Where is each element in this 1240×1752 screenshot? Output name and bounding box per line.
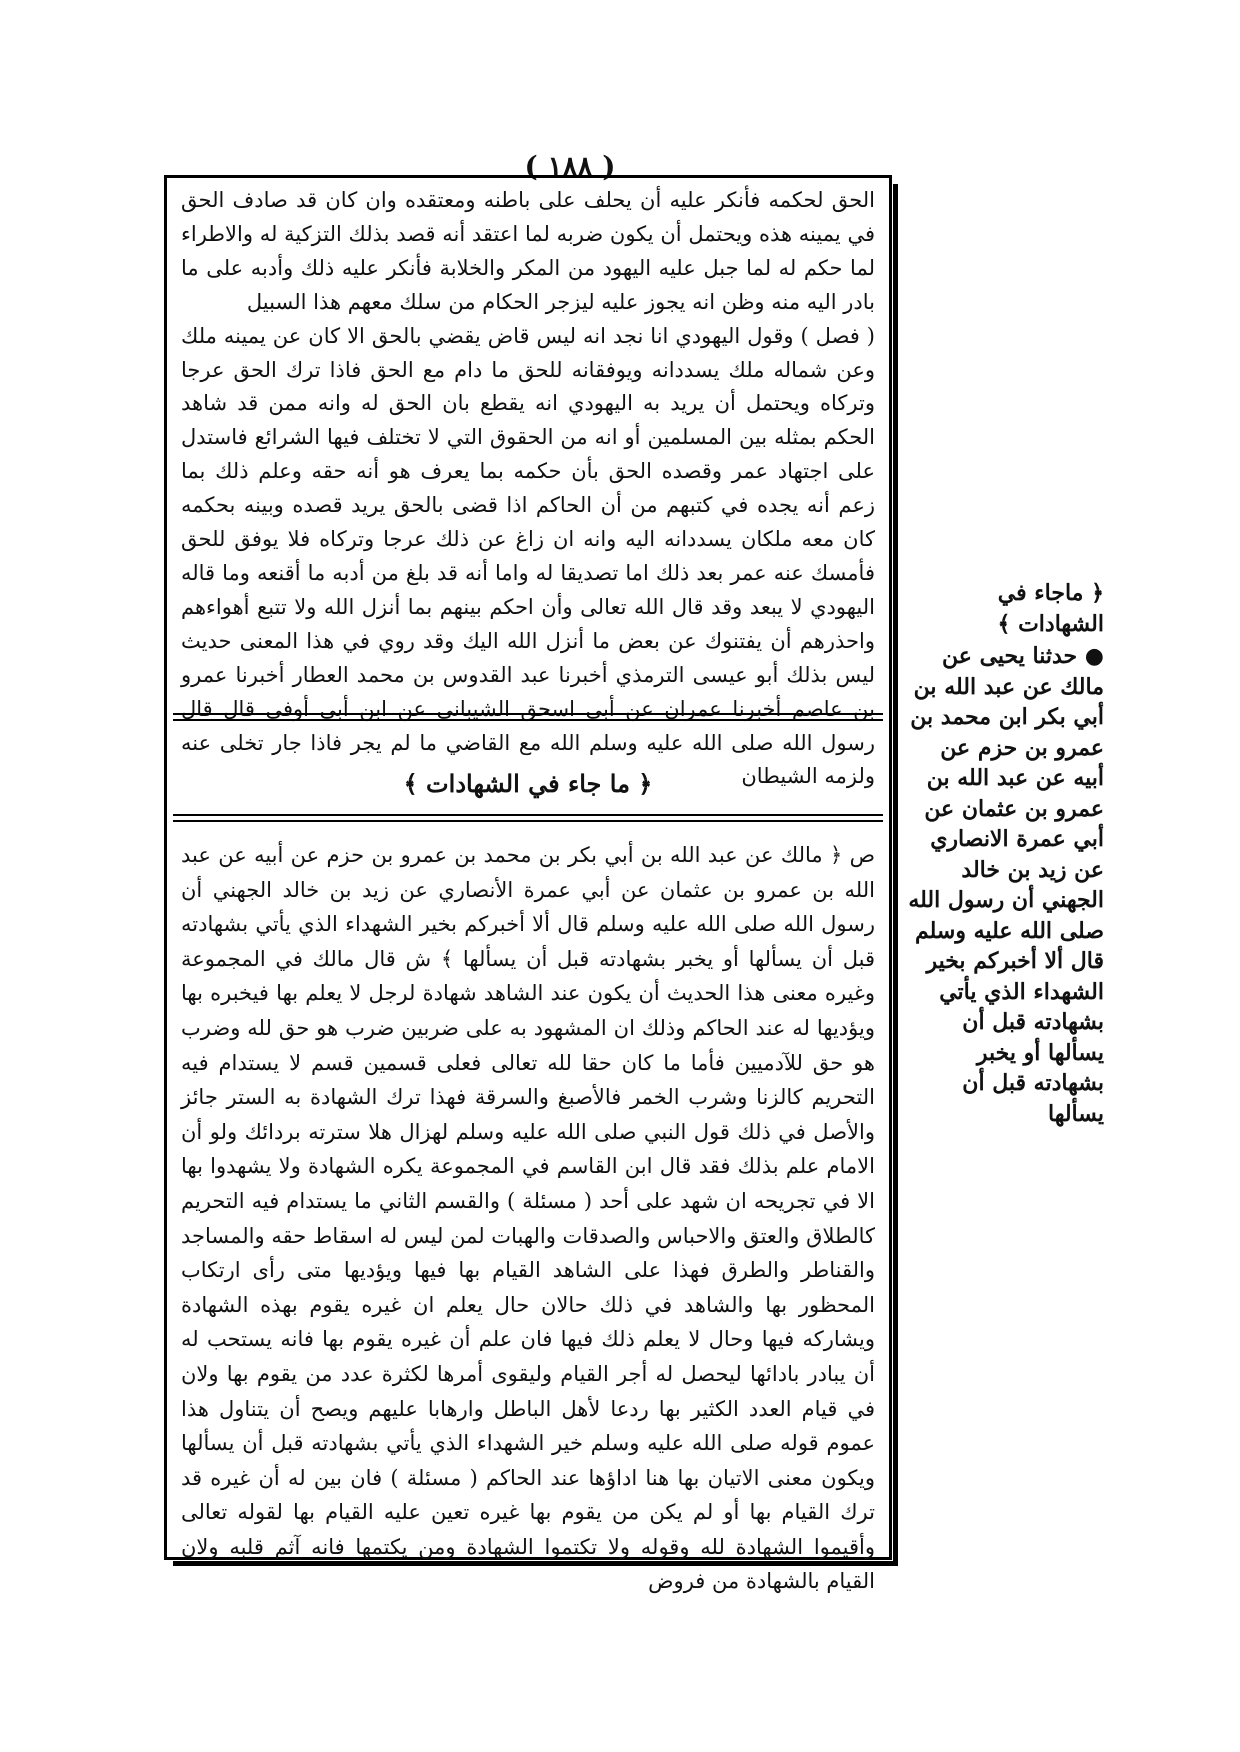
margin-note-title: ﴿ ماجاء في الشهادات ﴾	[997, 580, 1104, 637]
commentary-paragraph: الحق لحكمه فأنكر عليه أن يحلف على باطنه ومعتقده وان كان قد صادف الحق في يمينه هذه ويحتمل أن يكون ضربه لما اعتقد أنه قصد بذلك التزكية له والاطراء لما حكم له لما جبل عليه اليهود من المكر والخلابة فأنكر عليه ذلك وأدبه على ما بادر اليه منه وظن انه يجوز عليه ليزجر الحكام من سلك معهم هذا السبيل	[181, 188, 875, 314]
main-text-frame	[164, 175, 892, 1594]
section-divider-top	[173, 713, 883, 755]
margin-note	[908, 578, 1104, 1129]
margin-note-text: ● حدثنا يحيى عن مالك عن عبد الله بن أبي بكر ابن محمد بن عمرو بن حزم عن أبيه عن عبد الله بن عمرو بن عثمان عن أبي عمرة الانصاري عن زيد بن خالد الجهني أن رسول الله صلى الله عليه وسلم قال ألا أخبركم بخير الشهداء الذي يأتي بشهادته قبل أن يسألها أو يخبر بشهادته قبل أن يسألها	[908, 643, 1104, 1127]
commentary-paragraph: ( فصل ) وقول اليهودي انا نجد انه ليس قاض يقضي بالحق الا كان عن يمينه ملك وعن شماله ملك يسددانه ويوفقانه للحق ما دام مع الحق فاذا ترك الحق عرجا وتركاه ويحتمل أن يريد به اليهودي انه يقطع بان الحق له وانه ممن قد شاهد الحكم بمثله بين المسلمين أو انه من الحقوق التي لا تختلف فيها الشرائع فاستدل على اجتهاد عمر وقصده الحق بأن حكمه بما يعرف هو أنه حقه وعلم ذلك بما زعم أنه يجده في كتبهم من أن الحاكم اذا قضى بالحق يريد قصده وبينه بحكمه كان معه ملكان يسددانه اليه وانه ان زاغ عن ذلك عرجا وتركاه فلا يوفق للحق فأمسك عنه عمر بعد ذلك اما تصديقا له واما أنه قد بلغ من أدبه ما أقنعه وما قاله اليهودي لا يبعد وقد قال الله تعالى وأن احكم بينهم بما أنزل الله ولا تتبع أهواءهم واحذرهم أن يفتنوك عن بعض ما أنزل الله اليك وقد روي في هذا المعنى حديث ليس بذلك أبو عيسى الترمذي أخبرنا عبد القدوس بن محمد العطار أخبرنا عمرو بن عاصم أخبرنا عمران عن أبي اسحق الشيباني عن ابن أبي أوفى قال قال رسول الله صلى الله عليه وسلم الله مع القاضي ما لم يجر فاذا جار تخلى عنه ولزمه الشيطان	[181, 323, 875, 789]
commentary-upper	[181, 184, 875, 794]
main-text	[181, 838, 875, 1599]
section-heading: ﴿ ما جاء في الشهادات ﴾	[403, 769, 653, 798]
main-text-paragraph: ص ﴿ مالك عن عبد الله بن أبي بكر بن محمد بن عمرو بن حزم عن أبيه عن عبد الله بن عمرو بن عثمان عن أبي عمرة الأنصاري عن زيد بن خالد الجهني أن رسول الله صلى الله عليه وسلم قال ألا أخبركم بخير الشهداء الذي يأتي بشهادته قبل أن يسألها أو يخبر بشهادته قبل أن يسألها ﴾ ش قال مالك في المجموعة وغيره معنى هذا الحديث أن يكون عند الشاهد شهادة لرجل لا يعلم بها فيخبره بها ويؤديها له عند الحاكم وذلك ان المشهود به على ضربين ضرب هو حق لله وضرب هو حق للآدميين فأما ما كان حقا لله تعالى فعلى قسمين قسم لا يستدام فيه التحريم كالزنا وشرب الخمر فالأصبغ والسرقة فهذا ترك الشهادة به الستر جائز والأصل في ذلك قول النبي صلى الله عليه وسلم لهزال هلا سترته بردائك ولو أن الامام علم بذلك فقد قال ابن القاسم في المجموعة يكره الشهادة ولا يشهدوا بها الا في تجريحه ان شهد على أحد ( مسئلة ) والقسم الثاني ما يستدام فيه التحريم كالطلاق والعتق والاحباس والصدقات والهبات لمن ليس له اسقاط حقه والمساجد والقناطر والطرق فهذا على الشاهد القيام بها فيها ويؤديها متى رأى ارتكاب المحظور بها والشاهد في ذلك حالان حال يعلم ان غيره يقوم بهذه الشهادة ويشاركه فيها وحال لا يعلم ذلك فيها فان علم أن غيره يقوم بها فانه يستحب له أن يبادر بادائها ليحصل له أجر القيام وليقوى أمرها لكثرة عدد من يقوم بها ولان في قيام العدد الكثير بها ردعا لأهل الباطل وارهابا عليهم ويصح أن يتناول هذا عموم قوله صلى الله عليه وسلم خير الشهداء الذي يأتي بشهادته قبل أن يسألها ويكون معنى الاتيان بها هنا اداؤها عند الحاكم ( مسئلة ) فان بين له أن غيره قد ترك القيام بها أو لم يكن من يقوم بها غيره تعين عليه القيام بها لقوله تعالى وأقيموا الشهادة لله وقوله ولا تكتموا الشهادة ومن يكتمها فانه آثم قلبه ولان القيام بالشهادة من فروض	[181, 843, 875, 1594]
page-number: ( ١٨٨ )	[524, 150, 616, 183]
